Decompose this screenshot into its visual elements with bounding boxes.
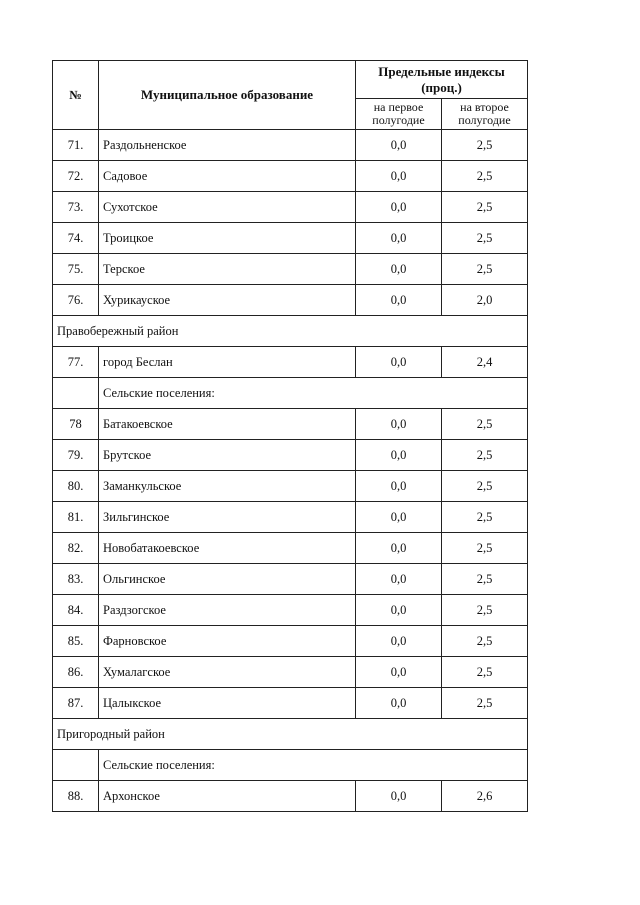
row-second-half: 2,5 [442,254,528,285]
table-row [53,347,528,378]
table-row [53,533,528,564]
row-number: 81. [53,502,99,533]
row-first-half: 0,0 [356,595,442,626]
row-first-half: 0,0 [356,161,442,192]
row-number: 83. [53,564,99,595]
table-row [53,161,528,192]
row-first-half: 0,0 [356,130,442,161]
row-number: 86. [53,657,99,688]
table-row [53,440,528,471]
row-municipality: Хурикауское [99,285,356,316]
row-first-half: 0,0 [356,285,442,316]
table-row [53,285,528,316]
row-second-half: 2,0 [442,285,528,316]
table-row [53,192,528,223]
row-second-half: 2,5 [442,502,528,533]
row-municipality: Троицкое [99,223,356,254]
row-first-half: 0,0 [356,533,442,564]
table-row [53,409,528,440]
row-number: 82. [53,533,99,564]
row-municipality: Фарновское [99,626,356,657]
row-second-half: 2,5 [442,564,528,595]
row-second-half: 2,6 [442,781,528,812]
district-heading: Правобережный район [53,316,528,347]
header-indexes: Предельные индексы (проц.) [356,61,528,99]
row-number: 85. [53,626,99,657]
header-number: № [53,61,99,130]
table-row [53,781,528,812]
subsection-heading: Сельские поселения: [99,378,528,409]
header-second-half: на второе полугодие [442,99,528,130]
district-heading: Пригородный район [53,719,528,750]
row-municipality: Раздзогское [99,595,356,626]
row-second-half: 2,5 [442,626,528,657]
row-number: 79. [53,440,99,471]
row-second-half: 2,5 [442,161,528,192]
row-first-half: 0,0 [356,688,442,719]
table-row [53,626,528,657]
row-first-half: 0,0 [356,192,442,223]
row-number: 80. [53,471,99,502]
row-second-half: 2,5 [442,440,528,471]
subsection-number-cell [53,750,99,781]
row-first-half: 0,0 [356,502,442,533]
row-number: 72. [53,161,99,192]
row-number: 88. [53,781,99,812]
row-municipality: Зильгинское [99,502,356,533]
row-second-half: 2,4 [442,347,528,378]
subsection-heading: Сельские поселения: [99,750,528,781]
row-municipality: Цалыкское [99,688,356,719]
subsection-row [53,750,528,781]
row-second-half: 2,5 [442,688,528,719]
table-row [53,502,528,533]
row-municipality: Новобатакоевское [99,533,356,564]
row-first-half: 0,0 [356,471,442,502]
row-number: 87. [53,688,99,719]
row-number: 73. [53,192,99,223]
table-row [53,130,528,161]
row-second-half: 2,5 [442,223,528,254]
row-municipality: Архонское [99,781,356,812]
row-second-half: 2,5 [442,657,528,688]
table-row [53,564,528,595]
row-number: 74. [53,223,99,254]
table-row [53,657,528,688]
district-row [53,719,528,750]
row-number: 84. [53,595,99,626]
row-municipality: Терское [99,254,356,285]
row-municipality: Сухотское [99,192,356,223]
row-municipality: Садовое [99,161,356,192]
row-second-half: 2,5 [442,471,528,502]
row-municipality: Заманкульское [99,471,356,502]
row-number: 75. [53,254,99,285]
row-first-half: 0,0 [356,657,442,688]
row-first-half: 0,0 [356,254,442,285]
table-row [53,471,528,502]
row-second-half: 2,5 [442,130,528,161]
row-second-half: 2,5 [442,409,528,440]
row-number: 71. [53,130,99,161]
row-number: 77. [53,347,99,378]
header-municipality: Муниципальное образование [99,61,356,130]
table-header-row [53,61,528,99]
subsection-row [53,378,528,409]
district-row [53,316,528,347]
row-first-half: 0,0 [356,347,442,378]
row-municipality: Ольгинское [99,564,356,595]
table-row [53,688,528,719]
row-first-half: 0,0 [356,223,442,254]
row-first-half: 0,0 [356,781,442,812]
row-second-half: 2,5 [442,595,528,626]
subsection-number-cell [53,378,99,409]
row-number: 76. [53,285,99,316]
row-first-half: 0,0 [356,626,442,657]
row-second-half: 2,5 [442,192,528,223]
row-first-half: 0,0 [356,440,442,471]
table-row [53,595,528,626]
row-first-half: 0,0 [356,564,442,595]
row-number: 78 [53,409,99,440]
row-municipality: Хумалагское [99,657,356,688]
table-row [53,223,528,254]
row-municipality: Раздольненское [99,130,356,161]
row-municipality: город Беслан [99,347,356,378]
table-row [53,254,528,285]
indexes-table [52,60,528,812]
row-municipality: Батакоевское [99,409,356,440]
row-municipality: Брутское [99,440,356,471]
row-second-half: 2,5 [442,533,528,564]
header-first-half: на первое полугодие [356,99,442,130]
row-first-half: 0,0 [356,409,442,440]
